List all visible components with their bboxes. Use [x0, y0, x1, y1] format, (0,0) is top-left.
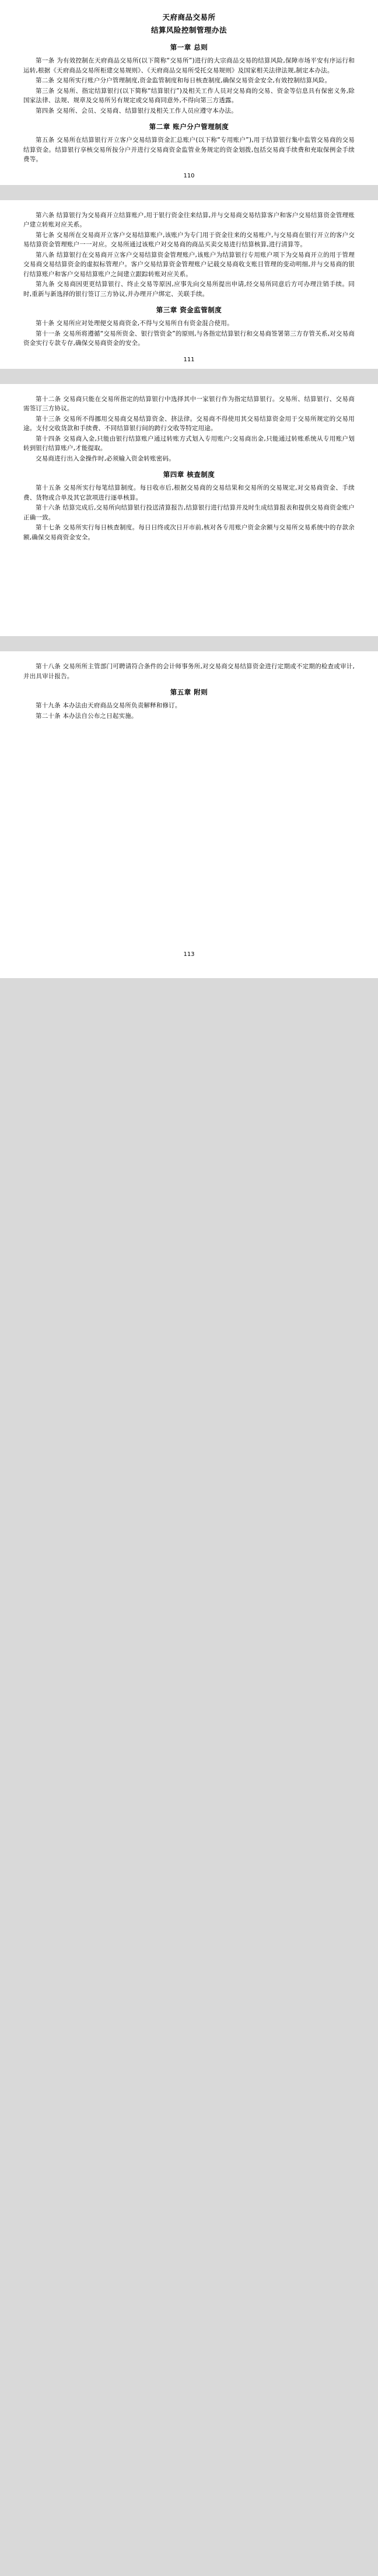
paragraph: 第五条 交易所在结算银行开立客户交易结算资金汇总账户(以下称“专用账户”),用于结算银行集中监管交易商的交易结算资金。结算银行享核交易所按分户并进行交易商资金监管业务规定的资金划拨,包括交易商手续费和充取保例金手续费等。 [23, 137, 355, 163]
paragraph: 第六条 结算银行为交易商开立结算账户,用于银行资金往来结算,并与交易商交易结算客户和客户交易结算资金管理账户建立转账对应关系。 [23, 211, 355, 228]
paragraph: 第十八条 交易所所主管部门可聘请符合条件的会计师事务所,对交易商交易结算资金进行定期或不定期的检查或审计,并出具审计报告。 [23, 663, 355, 680]
paragraph: 第十条 交易所应对处理便交易商资金,不得与交易所自有资金混合使用。 [36, 320, 233, 327]
paragraph: 第十四条 交易商入金,只能由银行结算账户通过转账方式划入专用账户;交易商出金,只能通过转账系统从专用账户划转到银行结算账户,才能提取。 [23, 435, 355, 452]
paragraph: 第十七条 交易所实行每日核查制度。每日日终或次日开市前,核对各专用账户资金余额与交易所交易系统中的存款余额,确保交易商资金安全。 [23, 524, 355, 541]
page-blank-area [23, 721, 355, 943]
paragraph: 第七条 交易所在交易商开立客户交易结算账户,该账户为专门用于资金往来的交易账户,与交易商在银行开立的客户交易结算资金管理账户一一对应。交易所通过该账户对交易商的商品买卖交易进行结算核算,进行清算等。 [23, 231, 355, 248]
chapter-heading-two: 第二章 账户分户管理制度 [149, 123, 229, 131]
page-number: 110 [183, 172, 195, 179]
chapter-heading-five: 第五章 附则 [170, 688, 208, 696]
paragraph: 第四条 交易所、会员、交易商、结算银行及相关工作人员应遵守本办法。 [36, 107, 237, 114]
paragraph: 第十三条 交易所不得挪用交易商交易结算资金、挤法律。交易商不得使用其交易结算资金用于交易所规定的交易用途。支付交收货款和手续费、不同结算银行间的跨行交收等特定用途。 [23, 415, 355, 432]
chapter-heading-one: 第一章 总则 [170, 43, 208, 51]
page-gap [0, 642, 378, 651]
document-title-line1: 天府商品交易所 [162, 13, 216, 22]
page-gap [0, 375, 378, 384]
paragraph: 第十九条 本办法由天府商品交易所负责解释和修订。 [36, 702, 181, 709]
paragraph: 交易商进行出入金操作时,必须输入资金转账密码。 [36, 455, 175, 462]
paragraph: 第二条 交易所实行账户分户管理制度,资金监管制度和每日核查制度,确保交易资金安全,有效控制结算风险。 [36, 77, 331, 84]
paragraph: 第十一条 交易所将遵循“交易所资金、银行管资金”的原则,与各指定结算银行和交易商签署第三方存管关系,对交易商资金实行专款专存,确保交易商资金的安全。 [23, 330, 355, 347]
paragraph: 第八条 结算银行在交易商开立客户交易结算资金管理账户,该账户为结算银行专用账户项下为交易商开立的用于管理交易商交易结算资金的虚拟标管理户。客户交易结算资金管理账户记载交易商收支账目管理的变动明细,并与交易商的银行结算账户和客户交易结算账户之间建立跟踪转账对应关系。 [23, 251, 355, 278]
chapter-heading-three: 第三章 资金监管制度 [156, 306, 222, 314]
page-gap [0, 191, 378, 200]
paragraph: 第十五条 交易所实行每笔结算制度。每日收市后,根据交易商的交易结果和交易所的交易规定,对交易商资金、手续费、货物或合单及其它款项进行逐单核算。 [23, 484, 355, 501]
page-blank-area [23, 543, 355, 630]
document-page-3 [0, 384, 378, 637]
paragraph: 第九条 交易商因更更结算银行、终止交易等原因,应事先向交易所提出申请,经交易所同意后方可办理注销手续。同时,重新与新选择的银行签订三方协议,并办理开户绑定、关联手续。 [23, 281, 355, 298]
paragraph: 第十二条 交易商只能在交易所指定的结算银行中选择其中一家银行作为指定结算银行。交易所、结算银行、交易商需签订三方协议。 [23, 395, 355, 412]
paragraph: 第十六条 结算完成后,交易所向结算银行投送清算报告,结算银行进行结算并及时生成结算报表和提供交易商资金账户正确一致。 [23, 504, 355, 521]
page-number: 113 [183, 951, 195, 958]
document-page-2 [0, 200, 378, 369]
paragraph: 第二十条 本办法自公布之日起实施。 [36, 712, 138, 720]
paragraph: 第一条 为有效控制在天府商品交易所(以下简称“交易所”)进行的大宗商品交易的结算风险,保障市场平安有序运行和运转,根据《天府商品交易所柜建交易规则》、《天府商品交易所受托交易规则》及国家相关法律法规,制定本办法。 [23, 57, 355, 74]
document-page-1 [0, 0, 378, 185]
paragraph: 第三条 交易所、指定结算银行(以下简称“结算银行”)及相关工作人员对交易商的交易、资金等信息具有保密义务,除国家法律、法规、规章及交易所另有规定或交易商同意外,不得向第三方透露。 [23, 87, 355, 104]
document-page-4 [0, 651, 378, 978]
chapter-heading-four: 第四章 核查制度 [163, 470, 215, 479]
document-title-line2: 结算风险控制管理办法 [150, 26, 227, 34]
page-number: 111 [183, 356, 195, 363]
